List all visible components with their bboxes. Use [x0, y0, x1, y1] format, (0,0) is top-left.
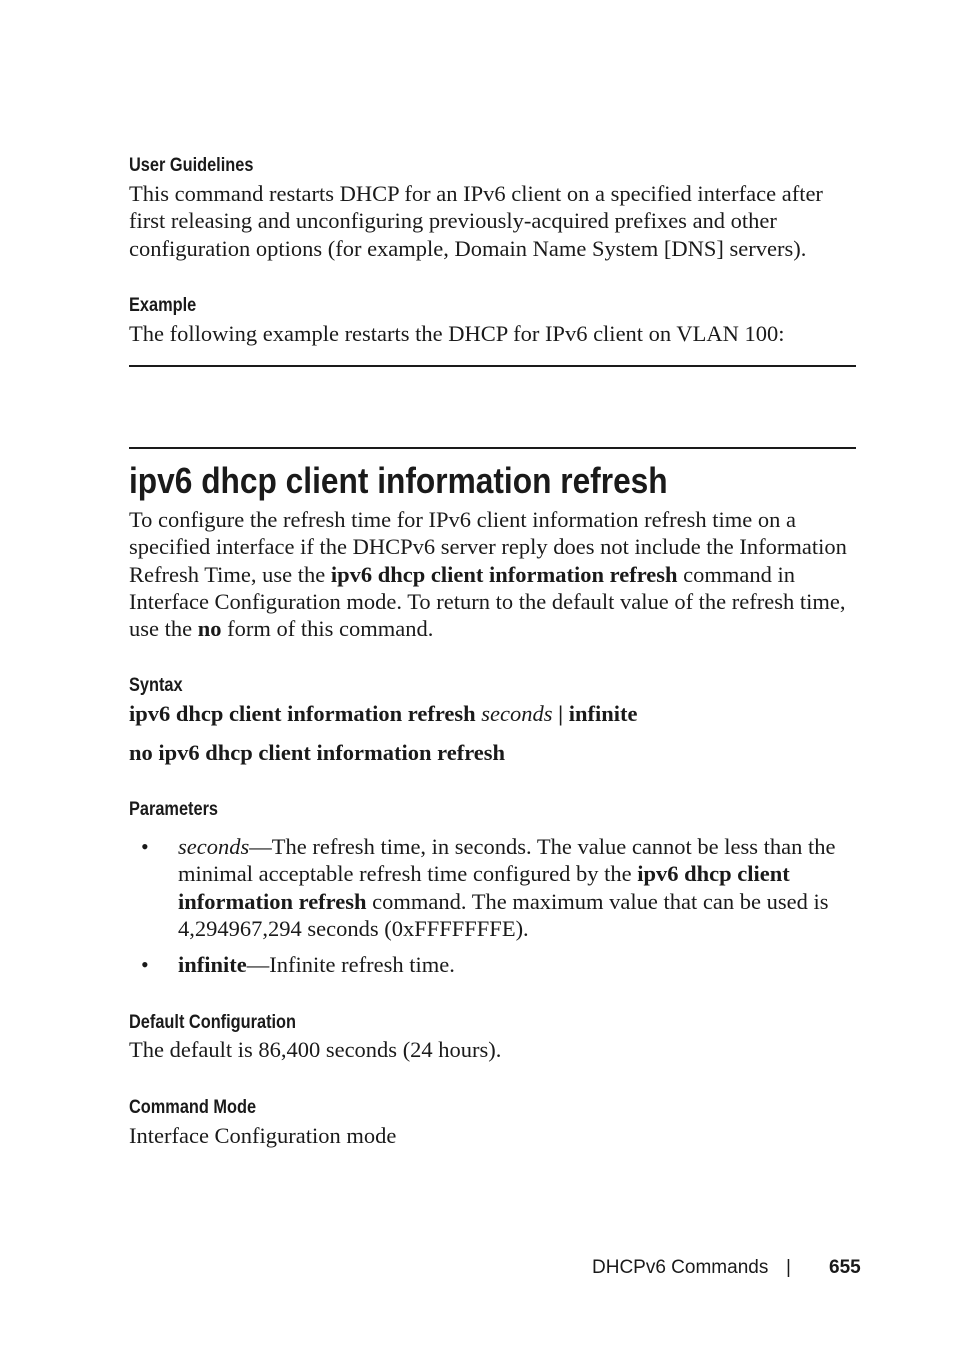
command-title: ipv6 dhcp client information refresh — [129, 460, 668, 501]
intro-no-keyword: no — [197, 616, 222, 642]
bullet-seconds: • — [141, 834, 149, 859]
parameters-heading: Parameters — [129, 799, 219, 820]
syntax-line-2: no ipv6 dhcp client information refresh — [129, 740, 506, 765]
command-title-rule — [129, 447, 856, 449]
param-seconds — [178, 833, 858, 942]
param-infinite — [178, 951, 858, 978]
default-configuration-body: The default is 86,400 seconds (24 hours). — [129, 1037, 502, 1062]
user-guidelines-body: This command restarts DHCP for an IPv6 client on a specified interface after first releasing and unconfiguring previously-acquired prefixes and other configuration options (for example, Domain Name System [DNS] servers). — [129, 181, 823, 261]
footer-separator: | — [786, 1257, 791, 1278]
command-mode-heading: Command Mode — [129, 1097, 257, 1118]
command-intro — [129, 506, 859, 642]
syntax-param-seconds: seconds — [481, 701, 553, 726]
command-mode-body: Interface Configuration mode — [129, 1123, 397, 1148]
example-end-rule — [129, 365, 856, 367]
param-infinite-term: infinite — [178, 952, 247, 977]
syntax-command: ipv6 dhcp client information refresh — [129, 701, 476, 726]
bullet-infinite: • — [141, 952, 149, 977]
default-configuration-heading: Default Configuration — [129, 1012, 297, 1033]
param-infinite-desc: —Infinite refresh time. — [246, 952, 455, 977]
footer-chapter: DHCPv6 Commands — [592, 1257, 769, 1278]
user-guidelines-heading: User Guidelines — [129, 155, 254, 176]
syntax-infinite: | infinite — [558, 701, 638, 726]
param-seconds-desc-1: —The refresh time, in seconds. The value cannot be less than the minimal acceptable refresh time configured by the — [178, 834, 836, 887]
syntax-heading: Syntax — [129, 675, 183, 696]
param-seconds-term: seconds — [178, 834, 250, 859]
footer-page-number: 655 — [829, 1257, 861, 1278]
intro-text-2: command in Interface Configuration mode. To return to the default value of the refresh time, use the — [129, 561, 846, 642]
syntax-line-1 — [129, 700, 638, 727]
intro-text-1: To configure the refresh time for IPv6 client information refresh time on a specified interface if the DHCPv6 server reply does not include the Information Refresh Time, use the — [129, 507, 847, 587]
param-seconds-desc-2: command. The maximum value that can be used is 4,294967,294 seconds (0xFFFFFFFE). — [178, 888, 829, 941]
example-body: The following example restarts the DHCP for IPv6 client on VLAN 100: — [129, 321, 785, 346]
intro-text-3: form of this command. — [221, 616, 434, 642]
param-seconds-command: ipv6 dhcp client information refresh — [178, 861, 790, 914]
intro-command-name: ipv6 dhcp client information refresh — [330, 561, 678, 587]
example-heading: Example — [129, 295, 197, 316]
